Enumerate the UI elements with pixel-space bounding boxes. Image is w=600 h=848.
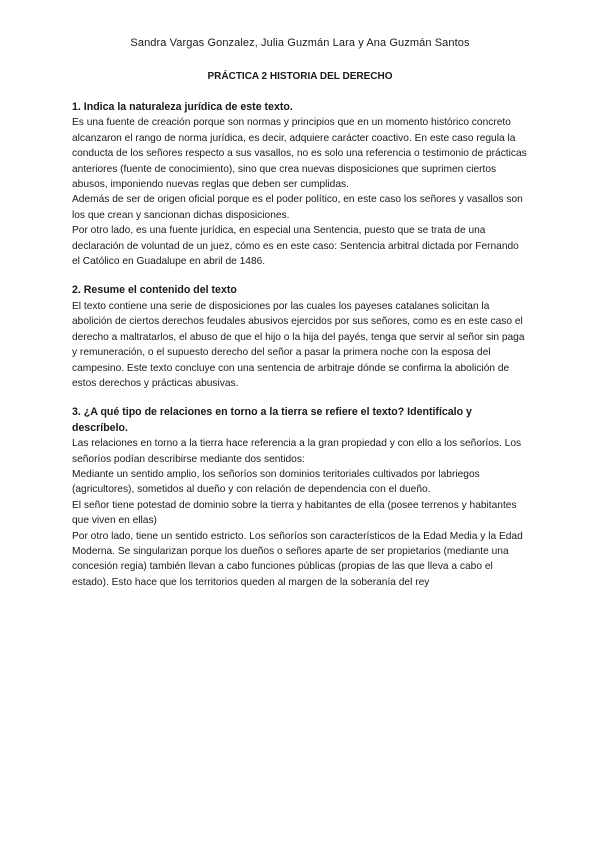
section-heading: 1. Indica la naturaleza jurídica de este texto. [72, 101, 293, 113]
section-3 [72, 405, 528, 590]
document-body [72, 100, 528, 604]
paragraph: Es una fuente de creación porque son normas y principios que en un momento histórico concreto alcanzaron el rango de norma jurídica, es decir, adquiere carácter coactivo. En este caso regula la conducta de los señores respecto a sus vasallos, no es solo una referencia o testimonio de prácticas anteriores (fuente de conocimiento), sino que crea nuevas disposiciones que suprimen ciertos abusos, imponiendo nuevas reglas que deben ser cumplidas. [72, 117, 527, 191]
section-1 [72, 100, 528, 269]
section-heading: 3. ¿A qué tipo de relaciones en torno a la tierra se refiere el texto? Identifícalo y descríbelo. [72, 406, 472, 434]
section-2 [72, 283, 528, 391]
paragraph: Las relaciones en torno a la tierra hace referencia a la gran propiedad y con ello a los señoríos. Los señoríos podían describirse mediante dos sentidos: [72, 438, 522, 465]
document-title: PRÁCTICA 2 HISTORIA DEL DERECHO [207, 71, 393, 82]
page-header-authors: Sandra Vargas Gonzalez, Julia Guzmán Lara y Ana Guzmán Santos [130, 37, 470, 49]
paragraph: Por otro lado, es una fuente jurídica, en especial una Sentencia, puesto que se trata de una declaración de voluntad de un juez, cómo es en este caso: Sentencia arbitral dictada por Fernando el Católico en Guadalupe en abril de 1486. [72, 225, 519, 268]
paragraph: Además de ser de origen oficial porque es el poder político, en este caso los señores y vasallos son los que crean y sancionan dichas disposiciones. [72, 194, 523, 221]
paragraph: El texto contiene una serie de disposiciones por las cuales los payeses catalanes solicitan la abolición de ciertos derechos feudales abusivos ejercidos por sus señores, como es en este caso el derecho a maltratarlos, el abuso de que el hijo o la hija del payés, tenga que servir al señor sin paga y remuneración, o el supuesto derecho del señor a pasar la primera noche con la esposa del campesino. Este texto concluye con una sentencia de arbitraje dónde se confirma la abolición de estos derechos y prácticas abusivas. [72, 300, 525, 389]
paragraph: Mediante un sentido amplio, los señoríos son dominios teritoriales cultivados por labriegos (agricultores), sometidos al dueño y con relación de dependencia con el dueño. [72, 468, 480, 496]
paragraph: El señor tiene potestad de dominio sobre la tierra y habitantes de ella (posee terrenos y habitantes que viven en ellas) [72, 499, 517, 527]
section-heading: 2. Resume el contenido del texto [72, 284, 237, 297]
paragraph: Por otro lado, tiene un sentido estricto. Los señoríos son característicos de la Edad Media y la Edad Moderna. Se singularizan porque los dueños o señores aparte de ser propietarios (mediante una concesión regia) también llevan a cabo funciones públicas (propias de las que lleva a cabo el estado). Esto hace que los territorios queden al margen de la soberanía del rey [72, 530, 523, 588]
